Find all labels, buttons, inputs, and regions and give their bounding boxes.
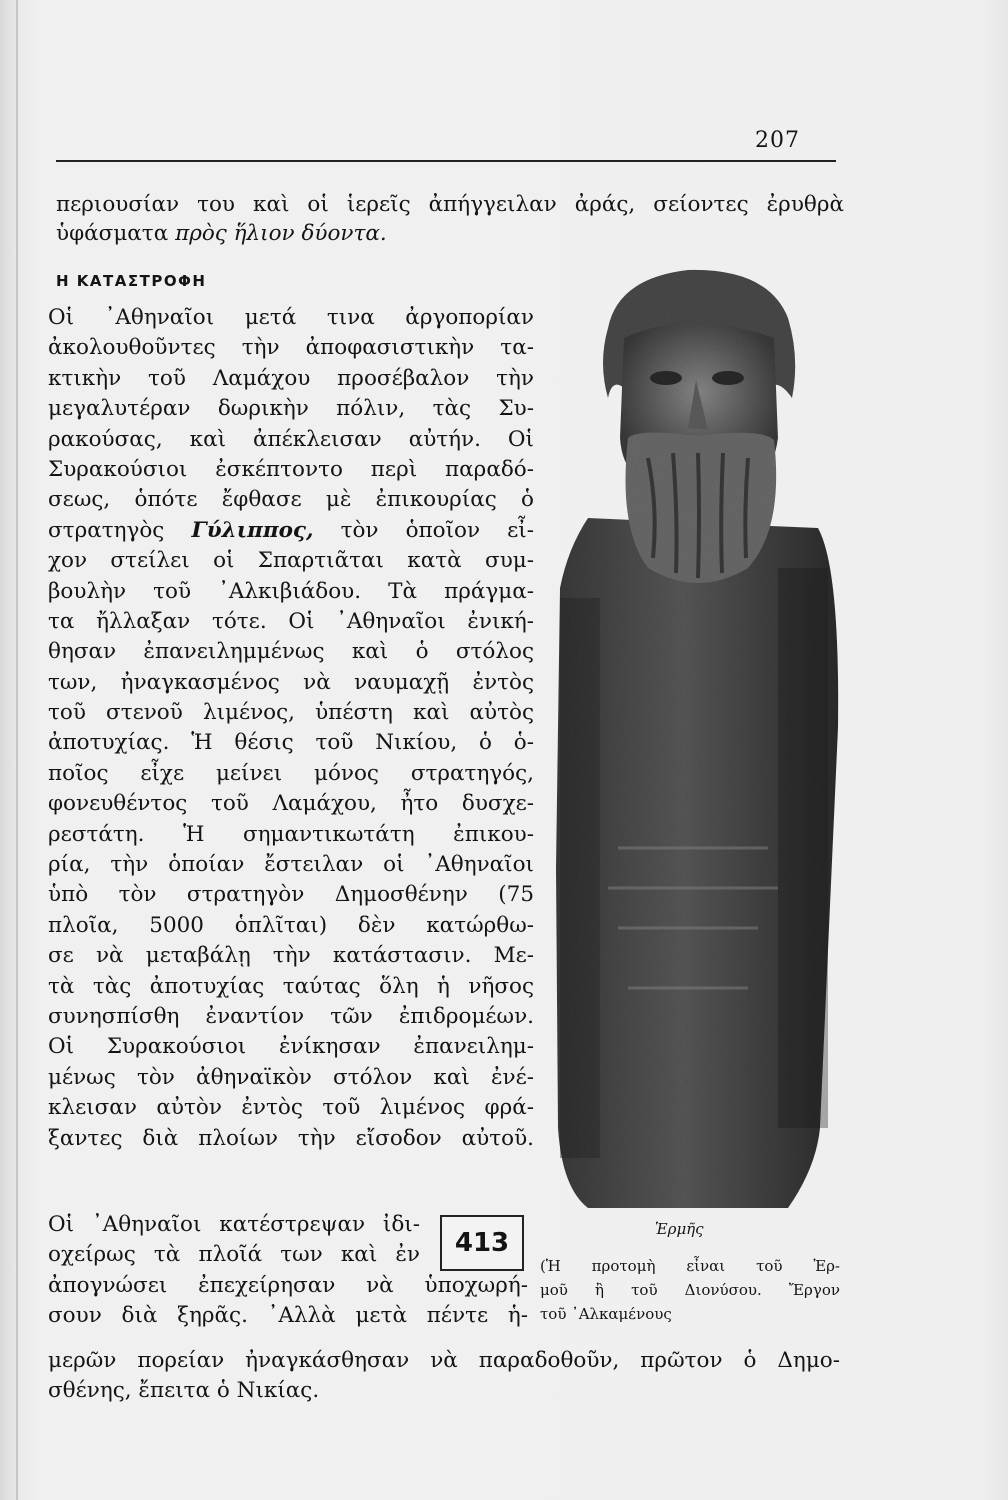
final-paragraph-lines [48,1346,840,1406]
text-line: βουλὴν τοῦ ᾿Αλκιβιάδου. Τὰ πράγμα- [48,578,534,604]
text-line: κτικὴν τοῦ Λαμάχου προσέβαλον τὴν [48,365,534,391]
text-line: συνησπίσθη ἐναντίον τῶν ἐπιδρομέων. [48,1003,534,1029]
intro-line: περιουσίαν του καὶ οἱ ἱερεῖς ἀπήγγειλαν ἀράς, σείοντες ἐρυθρὰ [56,192,844,217]
figure-caption [540,1254,840,1326]
intro-paragraph [56,190,844,248]
text-line: σεως, ὁπότε ἔφθασε μὲ ἐπικουρίας ὁ [48,487,534,513]
caption-line: μοῦ ἢ τοῦ Διονύσου. Ἔργον [540,1281,840,1299]
main-text-column [48,303,534,1154]
text-line: ἀπογνώσει ἐπεχείρησαν νὰ ὑποχωρή- [48,1272,528,1298]
text-line: τα ἤλλαξαν τότε. Οἱ ᾿Αθηναῖοι ἐνική- [48,608,534,634]
page-binding-edge [16,0,18,1500]
text-line: φονευθέντος τοῦ Λαμάχου, ἦτο δυσχε- [48,791,534,817]
text-line: των, ἠναγκασμένος νὰ ναυμαχῇ ἐντὸς [48,669,534,695]
text-line: μεγαλυτέραν δωρικὴν πόλιν, τὰς Συ- [48,396,534,422]
text-line: ποῖος εἶχε μείνει μόνος στρατηγός, [48,760,534,786]
lesson-number-box: 413 [440,1215,524,1271]
caption-line: (Ἡ προτομὴ εἶναι τοῦ Ἑρ- [540,1257,840,1275]
text-line: Οἱ Συρακούσιοι ἐνίκησαν ἐπανειλημ- [48,1034,534,1060]
text-line: ρία, τὴν ὁποίαν ἔστειλαν οἱ ᾿Αθηναῖοι [48,852,534,878]
text-line: στρατηγὸς Γύλιππος, τὸν ὁποῖον εἶ- [48,517,534,543]
text-line: τὰ τὰς ἀποτυχίας ταύτας ὅλη ἡ νῆσος [48,973,534,999]
text-line: ἀποτυχίας. Ἡ θέσις τοῦ Νικίου, ὁ ὁ- [48,730,534,756]
text-line: μερῶν πορείαν ἠναγκάσθησαν νὰ παραδοθοῦν, πρῶτον ὁ Δημο- [48,1348,840,1373]
text-line: μένως τὸν ἀθηναϊκὸν στόλον καὶ ἐνέ- [48,1064,534,1090]
caption-line: τοῦ ᾿Αλκαμένους [540,1305,672,1323]
hermes-bust-photo [548,268,840,1210]
text-line: ρεστάτη. Ἡ σημαντικωτάτη ἐπικου- [48,821,534,847]
text-line: Οἱ ᾿Αθηναῖοι μετά τινα ἀργοπορίαν [48,305,534,330]
text-line: θησαν ἐπανειλημμένως καὶ ὁ στόλος [48,639,534,665]
section-heading: Η ΚΑΤΑΣΤΡΟΦΗ [56,272,207,290]
text-line: χον στείλει οἱ Σπαρτιᾶται κατὰ συμ- [48,548,534,574]
text-line: ἀκολουθοῦντες τὴν ἀποφασιστικὴν τα- [48,335,534,361]
text-line: τοῦ στενοῦ λιμένος, ὑπέστη καὶ αὐτὸς [48,700,534,726]
text-line: ὑπὸ τὸν στρατηγὸν Δημοσθένην (75 [48,882,534,908]
emphasized-name: Γύλιππος, [191,517,314,543]
header-rule [56,160,836,162]
text-line: σε νὰ μεταβάλῃ τὴν κατάστασιν. Με- [48,943,534,969]
text-line: οχείρως τὰ πλοῖά των καὶ ἐν [48,1242,420,1268]
figure-caption-title: Ἑρμῆς [655,1220,704,1238]
text-line: κλεισαν αὐτὸν ἐντὸς τοῦ λιμένος φρά- [48,1095,534,1121]
text-line: σουν διὰ ξηρᾶς. ᾿Αλλὰ μετὰ πέντε ἡ- [48,1303,528,1329]
intro-line [56,219,844,248]
page-number: 207 [755,128,800,153]
text-line: σθένης, ἔπειτα ὁ Νικίας. [48,1378,320,1403]
text-line: ξαντες διὰ πλοίων τὴν εἴσοδον αὐτοῦ. [48,1125,534,1151]
intro-line-text: ὑφάσματα πρὸς ἥλιον δύοντα. [56,221,387,246]
text-line: ρακούσας, καὶ ἀπέκλεισαν αὐτήν. Οἱ [48,426,534,452]
text-line: πλοῖα, 5000 ὁπλῖται) δὲν κατώρθω- [48,912,534,938]
emphasized-phrase: πρὸς ἥλιον δύοντα. [175,221,387,246]
text-line: Οἱ ᾿Αθηναῖοι κατέστρεψαν ἰδι- [48,1212,420,1237]
text-line: Συρακούσιοι ἐσκέπτοντο περὶ παραδό- [48,456,534,482]
